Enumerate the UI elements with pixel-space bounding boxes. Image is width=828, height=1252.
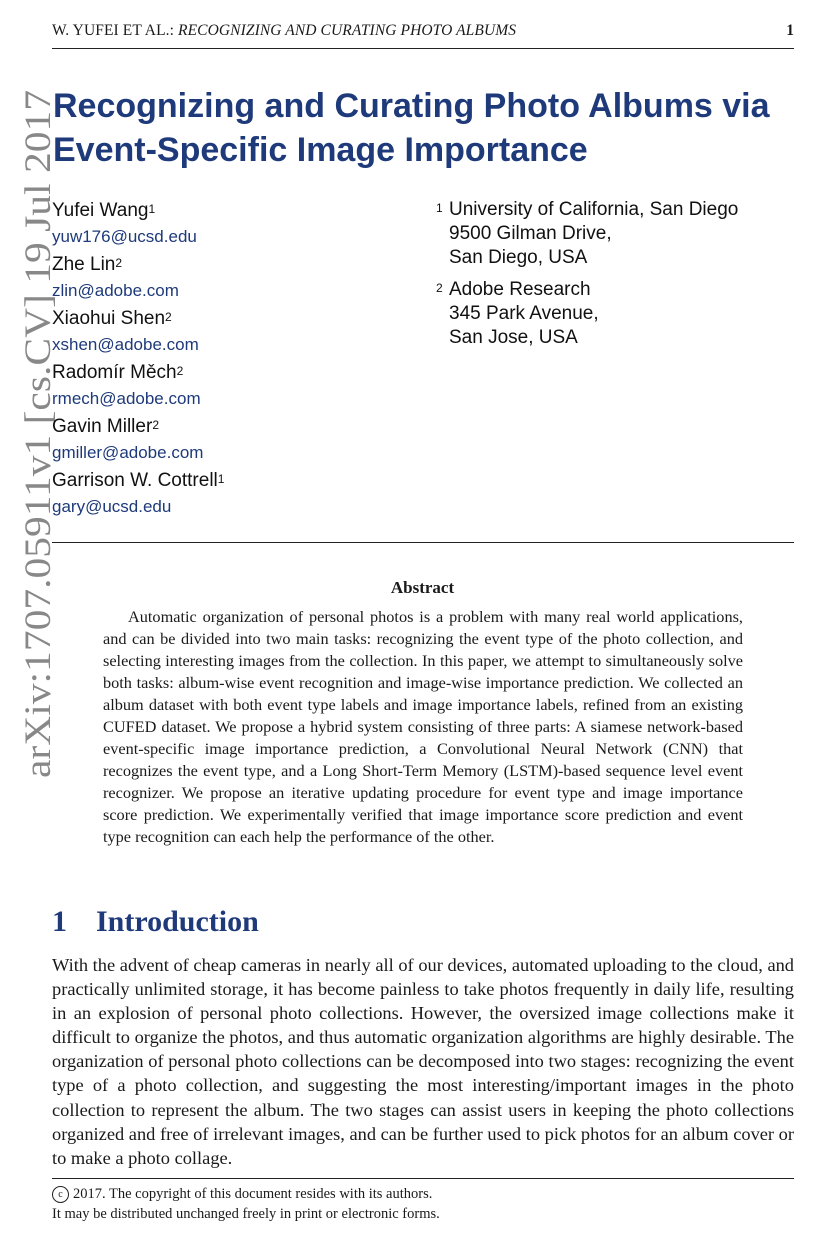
author-name-text: Xiaohui Shen	[52, 308, 166, 329]
author-name-text: Zhe Lin	[52, 254, 116, 275]
author-email-link[interactable]: zlin@adobe.com	[52, 281, 179, 300]
author-name	[52, 252, 392, 278]
running-title-prefix: W. YUFEI ET AL.:	[52, 22, 178, 39]
author-affil-sup: 1	[148, 202, 156, 216]
running-header	[52, 18, 794, 44]
page-number: 1	[786, 22, 794, 39]
affiliation-entry	[436, 198, 776, 270]
section-title: Introduction	[96, 905, 259, 938]
author-entry	[52, 198, 392, 252]
author-block-rule	[52, 542, 794, 543]
author-affil-sup: 1	[217, 472, 225, 486]
footer-rule	[52, 1178, 794, 1179]
author-name-text: Radomír Měch	[52, 362, 177, 383]
author-name-text: Gavin Miller	[52, 416, 153, 437]
running-title-italic: RECOGNIZING AND CURATING PHOTO ALBUMS	[178, 22, 517, 39]
paper-title	[53, 84, 813, 172]
affiliation-list	[436, 198, 776, 358]
affiliation-line: San Jose, USA	[449, 327, 578, 348]
affiliation-line: 9500 Gilman Drive,	[449, 223, 612, 244]
affiliation-line: University of California, San Diego	[449, 199, 739, 220]
affiliation-number: 2	[436, 281, 443, 295]
author-email-link[interactable]: xshen@adobe.com	[52, 335, 199, 354]
author-name	[52, 468, 392, 494]
author-email-link[interactable]: gary@ucsd.edu	[52, 497, 172, 516]
author-email-link[interactable]: yuw176@ucsd.edu	[52, 227, 197, 246]
section-heading	[52, 905, 259, 939]
affiliation-entry	[436, 278, 776, 350]
copyright-icon: c	[52, 1186, 69, 1203]
copyright-line-1	[52, 1184, 440, 1204]
author-entry	[52, 360, 392, 414]
arxiv-watermark-text: arXiv:1707.05911v1 [cs.CV] 19 Jul 2017	[18, 164, 59, 778]
title-line-2: Event-Specific Image Importance	[53, 131, 588, 169]
author-list	[52, 198, 392, 522]
author-name	[52, 414, 392, 440]
abstract-body: Automatic organization of personal photos is a problem with many real world applications, and can be divided into two main tasks: recognizing the event type of the photo collection, and selecting interesting images from the collection. In this paper, we attempt to simultaneously solve both tasks: album-wise event recognition and image-wise importance prediction. We collected an album dataset with both event type labels and image importance labels, refined from an existing CUFED dataset. We propose a hybrid system consisting of three parts: A siamese network-based event-specific image importance prediction, a Convolutional Neural Network (CNN) that recognizes the event type, and a Long Short-Term Memory (LSTM)-based sequence level event recognizer. We propose an iterative updating procedure for event type and image importance score prediction. We experimentally verified that image importance score prediction and event type recognition can each help the performance of the other.	[103, 607, 743, 846]
author-name-text: Yufei Wang	[52, 200, 149, 221]
copyright-text: 2017. The copyright of this document resides with its authors.	[73, 1186, 433, 1202]
author-email-link[interactable]: rmech@adobe.com	[52, 389, 201, 408]
running-title	[52, 22, 516, 40]
title-line-1: Recognizing and Curating Photo Albums via	[53, 87, 770, 125]
introduction-body: With the advent of cheap cameras in nearly all of our devices, automated uploading to the cloud, and practically unlimited storage, it has become painless to take photos frequently in daily life, resulting in an explosion of personal photo collections. However, the oversized image collections make it difficult to organize the photos, and thus automatic organization algorithms are highly desirable. The organization of personal photo collections can be decomposed into two stages: recognizing the event type of a photo collection, and suggesting the most interesting/important images in the photo collection to represent the album. The two stages can assist users in keeping the photo collections organized and free of irrelevant images, and can be further used to pick photos for an album cover or to make a photo collage.	[52, 955, 794, 1168]
affiliation-line: San Diego, USA	[449, 247, 588, 268]
copyright-footer	[52, 1184, 440, 1224]
affiliation-line: 345 Park Avenue,	[449, 303, 599, 324]
author-email-link[interactable]: gmiller@adobe.com	[52, 443, 204, 462]
author-name	[52, 198, 392, 224]
author-affil-sup: 2	[165, 310, 172, 324]
author-entry	[52, 252, 392, 306]
author-entry	[52, 414, 392, 468]
author-affil-sup: 2	[152, 418, 159, 432]
author-entry	[52, 306, 392, 360]
author-entry	[52, 468, 392, 522]
author-affil-sup: 2	[115, 256, 123, 270]
header-rule	[52, 48, 794, 49]
section-number: 1	[52, 905, 67, 938]
abstract-heading: Abstract	[390, 578, 455, 597]
affiliation-number: 1	[436, 201, 443, 215]
author-affil-sup: 2	[176, 364, 184, 378]
author-name-text: Garrison W. Cottrell	[52, 470, 218, 491]
affiliation-line: Adobe Research	[449, 279, 591, 300]
author-name	[52, 360, 392, 386]
copyright-line-2: It may be distributed unchanged freely in print or electronic forms.	[52, 1206, 440, 1222]
author-name	[52, 306, 392, 332]
